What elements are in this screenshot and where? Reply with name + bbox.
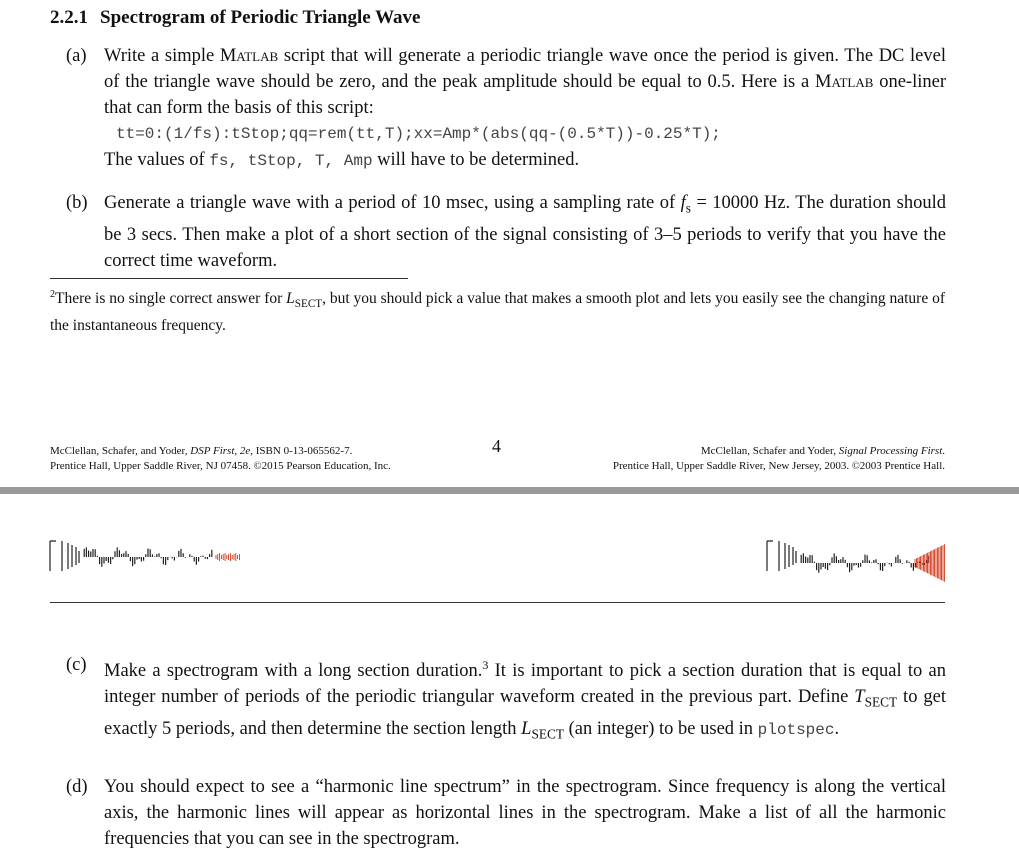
section-heading <box>50 7 421 29</box>
math-var: f <box>680 193 686 213</box>
item-text: It is important to pick a section duration that is equal to an integer number of periods of the periodic triangular waveform created in the previous part. Define <box>104 661 946 708</box>
item-a <box>66 43 946 174</box>
waveform-logo-left <box>48 537 248 573</box>
item-text: one-liner that can form the basis of this script: <box>104 72 946 118</box>
math-sub: SECT <box>531 726 564 742</box>
item-text: Write a simple <box>104 46 220 66</box>
footnote-rule <box>50 278 408 279</box>
footer-left <box>50 444 391 474</box>
item-label: (c) <box>66 655 87 675</box>
footnote-mark: 2 <box>50 289 56 300</box>
footnote-mark: 3 <box>482 658 489 672</box>
footer-book-title: Signal Processing First <box>838 445 943 457</box>
math-sub: s <box>685 200 691 216</box>
page-number: 4 <box>492 436 501 456</box>
footer-text: Prentice Hall, Upper Saddle River, NJ 07458. <box>50 460 254 472</box>
item-c <box>66 652 946 747</box>
math-sub: SECT <box>864 694 898 710</box>
footnote-text: There is no single correct answer for <box>55 290 287 308</box>
item-text: (an integer) to be used in <box>564 718 758 739</box>
footer-text: Prentice Hall, Upper Saddle River, New Jersey, 2003. <box>612 460 852 472</box>
code-word: plotspec <box>757 720 835 739</box>
footer-text: 2015 Pearson Education, Inc. <box>261 460 391 472</box>
item-text: will have to be determined. <box>372 150 580 170</box>
matlab-code-line: tt=0:(1/fs):tStop;qq=rem(tt,T);xx=Amp*(abs(qq-(0.5*T))-0.25*T); <box>116 125 721 143</box>
waveform-logo-right <box>765 537 947 587</box>
item-text: to get exactly 5 periods, and then determine the section length <box>104 687 946 739</box>
item-label: (a) <box>66 46 87 66</box>
matlab-name: Matlab <box>219 46 279 66</box>
math-sub: SECT <box>294 298 323 311</box>
math-var: L <box>521 718 532 739</box>
item-text: Generate a triangle wave with a period of 10 msec, using a sampling rate of <box>104 193 681 213</box>
banner-rule <box>50 602 945 603</box>
item-label: (b) <box>66 193 88 213</box>
footnote-text: , but you should pick a value that makes a smooth plot and lets you easily see the changing nature of the instantaneous frequency. <box>50 290 945 335</box>
page-divider <box>0 487 1019 494</box>
item-b <box>66 190 946 274</box>
copyright-symbol: © <box>253 461 262 472</box>
math-var: T <box>854 687 865 708</box>
matlab-name: Matlab <box>815 72 874 92</box>
variable-list: fs, tStop, T, Amp <box>209 152 373 170</box>
math-var: L <box>286 290 295 308</box>
footer-text: , ISBN 0-13-065562-7. <box>250 445 353 457</box>
item-text: . <box>834 718 840 739</box>
item-text: The values of <box>104 150 210 170</box>
footer-text: McClellan, Schafer and Yoder, <box>700 445 839 457</box>
item-label: (d) <box>66 777 88 797</box>
item-text: You should expect to see a “harmonic line spectrum” in the spectrogram. Since frequency is along the vertical axis, the harmonic lines will appear as horizontal lines in the spectrogram. Make a list of all the harmonic frequencies that you can see in the spectrogram. <box>104 777 946 849</box>
footer-text: McClellan, Schafer, and Yoder, <box>50 445 191 457</box>
item-text: = 10000 Hz. The duration should be 3 secs. Then make a plot of a short section of the signal consisting of 3–5 periods to verify that you have the correct time waveform. <box>104 193 946 271</box>
item-text: script that will generate a periodic triangle wave once the period is given. The DC level of the triangle wave should be zero, and the peak amplitude should be equal to 0.5. Here is a <box>104 46 946 92</box>
section-number: 2.2.1 <box>50 7 88 28</box>
item-d <box>66 774 946 852</box>
section-title: Spectrogram of Periodic Triangle Wave <box>100 7 421 28</box>
footer-text: 2003 Prentice Hall. <box>859 460 945 472</box>
footer-text: . <box>942 445 945 457</box>
footer-book-title: DSP First, 2e <box>190 445 251 457</box>
copyright-symbol: © <box>851 461 860 472</box>
item-text: Make a spectrogram with a long section duration. <box>104 661 483 682</box>
footer-right <box>613 444 945 474</box>
footnote <box>50 284 945 337</box>
